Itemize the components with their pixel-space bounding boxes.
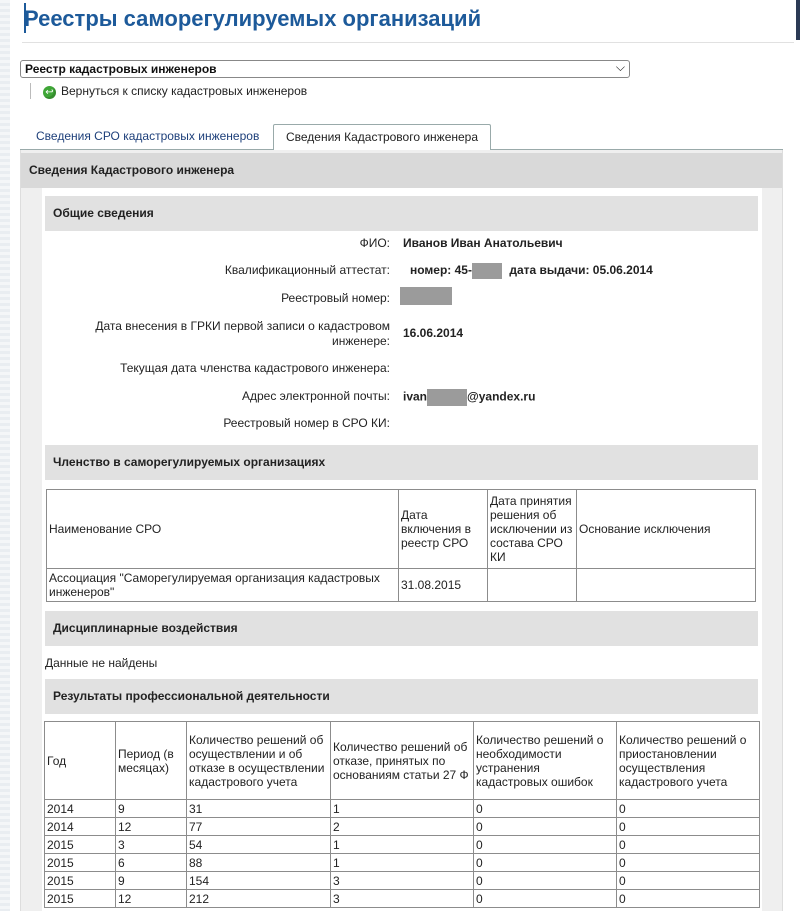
results-table: [44, 721, 760, 908]
table-cell: 2014: [45, 800, 116, 818]
table-cell: 77: [187, 818, 331, 836]
registry-select[interactable]: [20, 60, 630, 78]
email-value: [403, 389, 535, 406]
table-cell: 3: [331, 872, 474, 890]
results-section-title: Результаты профессиональной деятельности: [45, 679, 758, 714]
table-cell: 0: [474, 872, 617, 890]
table-cell: 2014: [45, 818, 116, 836]
certificate-date: дата выдачи: 05.06.2014: [509, 263, 653, 278]
certificate-label: Квалификационный аттестат:: [224, 263, 390, 277]
table-cell: 0: [617, 818, 760, 836]
table-cell: 0: [474, 890, 617, 908]
table-cell: 1: [331, 836, 474, 854]
table-cell: 2015: [45, 872, 116, 890]
table-cell: 2015: [45, 836, 116, 854]
table-cell: 0: [474, 800, 617, 818]
reg-number-redacted: [400, 287, 452, 305]
table-cell: 12: [116, 818, 187, 836]
tab-engineer-info[interactable]: Сведения Кадастрового инженера: [273, 124, 491, 150]
table-cell: 0: [474, 818, 617, 836]
results-body: [45, 800, 760, 908]
chevron-down-icon: ⌵: [615, 60, 625, 74]
exclude-date-cell: [488, 569, 577, 602]
tab-sro-info[interactable]: Сведения СРО кадастровых инженеров: [36, 129, 260, 143]
table-cell: 54: [187, 836, 331, 854]
fio-label: ФИО:: [359, 236, 390, 250]
header-exclude-reason: Основание исключения: [577, 490, 756, 569]
header-decisions-refusal: Количество решений об отказе, принятых по основаниям статьи 27 Ф: [331, 722, 474, 800]
table-row: [45, 800, 760, 818]
table-cell: 3: [116, 836, 187, 854]
sro-reg-number-label: Реестровый номер в СРО КИ:: [223, 416, 390, 430]
fio-value: Иванов Иван Анатольевич: [403, 236, 563, 250]
table-cell: 0: [474, 854, 617, 872]
header-decisions-total: Количество решений об осуществлении и об отказе в осуществлении кадастрового учета: [187, 722, 331, 800]
email-prefix: ivan: [403, 389, 428, 404]
table-cell: 0: [617, 890, 760, 908]
exclude-reason-cell: [577, 569, 756, 602]
page-side-pattern: [0, 0, 10, 911]
table-cell: 1: [331, 854, 474, 872]
table-header-row: [45, 722, 760, 800]
table-cell: 0: [617, 836, 760, 854]
table-cell: 6: [116, 854, 187, 872]
header-sro-name: Наименование СРО: [47, 490, 399, 569]
discipline-section-title: Дисциплинарные воздействия: [45, 611, 758, 646]
header-period: Период (в месяцах): [116, 722, 187, 800]
table-cell: 0: [617, 800, 760, 818]
table-cell: 0: [617, 854, 760, 872]
table-cell: 88: [187, 854, 331, 872]
grki-date-label: Дата внесения в ГРКИ первой записи о кадастровом инженере:: [95, 319, 390, 348]
back-link-separator: [30, 83, 31, 99]
table-cell: 2015: [45, 854, 116, 872]
header-year: Год: [45, 722, 116, 800]
table-cell: 0: [617, 872, 760, 890]
table-cell: 2015: [45, 890, 116, 908]
header-decisions-suspend: Количество решений о приостановлении осуществления кадастрового учета: [617, 722, 760, 800]
certificate-number: номер: 45-: [410, 263, 472, 278]
back-to-list-link[interactable]: Вернуться к списку кадастровых инженеров: [61, 84, 308, 98]
grki-date-value: 16.06.2014: [403, 326, 464, 340]
membership-date-label: Текущая дата членства кадастрового инженера:: [120, 361, 390, 375]
table-cell: 9: [116, 800, 187, 818]
reg-number-label: Реестровый номер:: [281, 291, 390, 305]
table-cell: 12: [116, 890, 187, 908]
table-cell: 9: [116, 872, 187, 890]
table-cell: 1: [331, 800, 474, 818]
title-divider: [22, 42, 794, 43]
window-edge-bar: [796, 0, 800, 40]
certificate-value: [410, 263, 653, 279]
table-cell: 154: [187, 872, 331, 890]
panel-title: Сведения Кадастрового инженера: [21, 153, 782, 188]
include-date-cell: 31.08.2015: [399, 569, 488, 602]
email-redacted: [427, 389, 467, 406]
table-row: [45, 836, 760, 854]
email-label: Адрес электронной почты:: [241, 389, 390, 403]
header-exclude-date: Дата принятия решения об исключении из состава СРО КИ: [488, 490, 577, 569]
general-section-title: Общие сведения: [45, 196, 758, 231]
table-row: [47, 569, 756, 602]
table-cell: 0: [474, 836, 617, 854]
back-arrow-icon[interactable]: ↩: [43, 86, 56, 99]
table-row: [45, 890, 760, 908]
no-data-text: Данные не найдены: [45, 656, 158, 670]
table-header-row: [47, 490, 756, 569]
redacted-block: [472, 263, 502, 279]
sro-name-cell: Ассоциация "Саморегулируемая организация кадастровых инженеров": [47, 569, 399, 602]
membership-section-title: Членство в саморегулируемых организациях: [45, 445, 758, 480]
table-cell: 3: [331, 890, 474, 908]
table-cell: 212: [187, 890, 331, 908]
table-cell: 2: [331, 818, 474, 836]
header-decisions-errors: Количество решений о необходимости устранения кадастровых ошибок: [474, 722, 617, 800]
table-row: [45, 818, 760, 836]
table-cell: 31: [187, 800, 331, 818]
table-row: [45, 854, 760, 872]
table-row: [45, 872, 760, 890]
header-include-date: Дата включения в реестр СРО: [399, 490, 488, 569]
membership-table: [46, 489, 756, 602]
email-suffix: @yandex.ru: [467, 389, 536, 404]
registry-select-value: Реестр кадастровых инженеров: [25, 62, 217, 76]
page-title: Реестры саморегулируемых организаций: [24, 6, 482, 31]
